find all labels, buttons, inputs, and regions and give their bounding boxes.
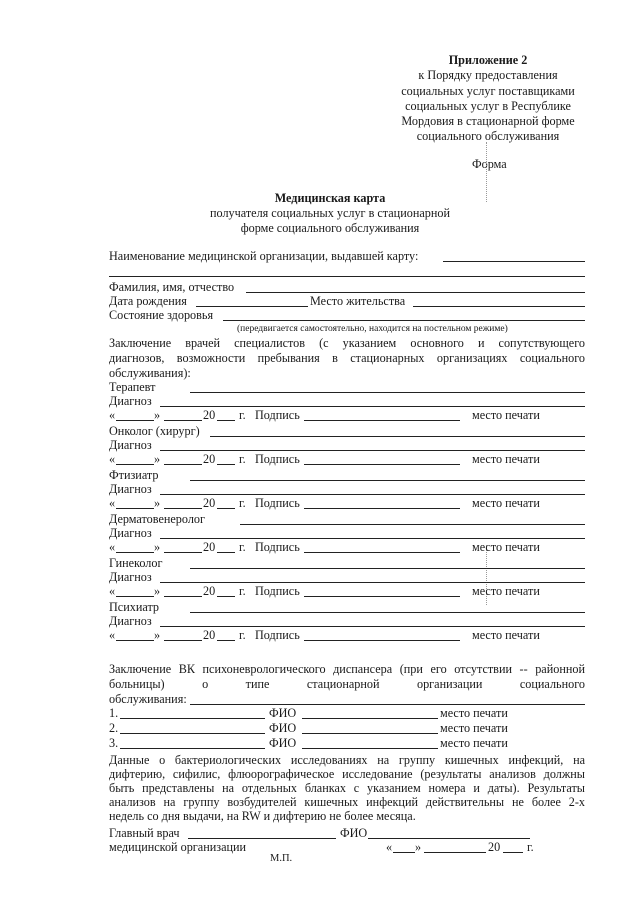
diagnosis-field[interactable] xyxy=(160,494,585,495)
org-field-line2[interactable] xyxy=(109,276,585,277)
month-field[interactable] xyxy=(164,640,202,641)
date-close-quote: » xyxy=(154,452,161,466)
chief-sign-field[interactable] xyxy=(188,838,336,839)
stamp-label: место печати xyxy=(472,584,540,598)
date-close-quote: » xyxy=(154,496,161,510)
date-open-quote: « xyxy=(109,452,116,466)
appendix-line: социального обслуживания xyxy=(416,129,560,144)
signature-label: Подпись xyxy=(255,408,300,422)
month-field[interactable] xyxy=(164,464,202,465)
appendix-line: социальных услуг в Республике xyxy=(405,98,571,113)
signature-field[interactable] xyxy=(304,596,460,597)
g-label: г. xyxy=(239,540,246,554)
year-label: 20 xyxy=(203,452,216,466)
vk-fio-label: ФИО xyxy=(269,736,297,750)
g-label: г. xyxy=(239,452,246,466)
doctor-name: Фтизиатр xyxy=(109,468,159,482)
vk-line: больницы) о типе стационарной организации социального xyxy=(109,677,585,691)
health-hint: (передвигается самостоятельно, находится на постельном режиме) xyxy=(237,324,508,334)
doctor-field[interactable] xyxy=(190,480,585,481)
doctor-field[interactable] xyxy=(190,392,585,393)
vk-fio-field[interactable] xyxy=(302,733,438,734)
date-open-quote: « xyxy=(109,540,116,554)
year-label: 20 xyxy=(203,496,216,510)
doctor-name: Онколог (хирург) xyxy=(109,424,200,438)
day-field[interactable] xyxy=(116,552,154,553)
footer-date-open: « xyxy=(386,840,393,854)
vk-member-sign-field[interactable] xyxy=(120,718,265,719)
stamp-label: место печати xyxy=(472,452,540,466)
month-field[interactable] xyxy=(164,508,202,509)
signature-field[interactable] xyxy=(304,464,460,465)
vk-stamp-label: место печати xyxy=(440,736,508,750)
residence-field[interactable] xyxy=(413,306,585,307)
signature-field[interactable] xyxy=(304,640,460,641)
appendix-title: Приложение 2 xyxy=(448,53,528,67)
vk-stamp-label: место печати xyxy=(440,721,508,735)
year-label: 20 xyxy=(203,584,216,598)
doctor-field[interactable] xyxy=(190,568,585,569)
specialists-intro-line: Заключение врачей специалистов (с указанием основного и сопутствующего xyxy=(109,336,585,350)
doctor-name: Гинеколог xyxy=(109,556,163,570)
signature-label: Подпись xyxy=(255,628,300,642)
day-field[interactable] xyxy=(116,508,154,509)
bacterio-line: дифтерию, сифилис, флюорографическое исследование (результаты анализов должны xyxy=(109,767,585,781)
diagnosis-label: Диагноз xyxy=(109,438,152,452)
stamp-label: место печати xyxy=(472,408,540,422)
signature-field[interactable] xyxy=(304,508,460,509)
date-open-quote: « xyxy=(109,408,116,422)
document-title xyxy=(180,191,480,236)
vk-stamp-label: место печати xyxy=(440,706,508,720)
year-label: 20 xyxy=(203,628,216,642)
diagnosis-field[interactable] xyxy=(160,626,585,627)
day-field[interactable] xyxy=(116,464,154,465)
appendix-line: Мордовия в стационарной форме xyxy=(401,114,575,129)
form-label: Форма xyxy=(472,157,507,171)
chief-fio-label: ФИО xyxy=(340,826,368,840)
date-open-quote: « xyxy=(109,628,116,642)
dob-field[interactable] xyxy=(196,306,308,307)
diagnosis-label: Диагноз xyxy=(109,614,152,628)
title-main: Медицинская карта xyxy=(274,191,386,205)
vk-field[interactable] xyxy=(190,704,585,705)
stamp-label: место печати xyxy=(472,496,540,510)
health-field[interactable] xyxy=(223,320,585,321)
stamp-label: место печати xyxy=(472,540,540,554)
org-field[interactable] xyxy=(443,261,585,262)
bacterio-line: анализов на группу возбудителей кишечных инфекций действительны не более 2-х xyxy=(109,795,585,809)
signature-label: Подпись xyxy=(255,584,300,598)
bacterio-last: недель со дня выдачи, на RW и дифтерию не более месяца. xyxy=(109,809,416,823)
month-field[interactable] xyxy=(164,420,202,421)
appendix-block xyxy=(388,53,588,145)
appendix-line: к Порядку предоставления xyxy=(418,68,558,83)
vk-member-sign-field[interactable] xyxy=(120,748,265,749)
vk-line-last: обслуживания: xyxy=(109,692,187,706)
diagnosis-label: Диагноз xyxy=(109,394,152,408)
date-close-quote: » xyxy=(154,408,161,422)
signature-field[interactable] xyxy=(304,552,460,553)
diagnosis-field[interactable] xyxy=(160,450,585,451)
footer-year-label: 20 xyxy=(488,840,501,854)
bacterio-line: Данные о бактериологических исследованиях на группу кишечных инфекций, на xyxy=(109,753,585,767)
day-field[interactable] xyxy=(116,420,154,421)
specialists-intro-line: диагнозов, возможности пребывания в стационарных организациях социального xyxy=(109,351,585,365)
doctor-name: Терапевт xyxy=(109,380,156,394)
signature-label: Подпись xyxy=(255,540,300,554)
fio-field[interactable] xyxy=(246,292,585,293)
doctor-field[interactable] xyxy=(240,524,585,525)
footer-day-field[interactable] xyxy=(393,852,415,853)
title-sub: получателя социальных услуг в стационарной xyxy=(209,206,450,220)
g-label: г. xyxy=(239,584,246,598)
date-open-quote: « xyxy=(109,584,116,598)
vk-fio-field[interactable] xyxy=(302,718,438,719)
diagnosis-label: Диагноз xyxy=(109,570,152,584)
diagnosis-label: Диагноз xyxy=(109,526,152,540)
title-sub: форме социального обслуживания xyxy=(240,221,420,235)
diagnosis-field[interactable] xyxy=(160,406,585,407)
stamp-label: место печати xyxy=(472,628,540,642)
doctor-field[interactable] xyxy=(210,436,585,437)
specialists-intro-last: обслуживания): xyxy=(109,366,191,380)
g-label: г. xyxy=(239,628,246,642)
year-label: 20 xyxy=(203,540,216,554)
footer-g-label: г. xyxy=(527,840,534,854)
doctor-name: Дерматовенеролог xyxy=(109,512,205,526)
date-open-quote: « xyxy=(109,496,116,510)
year-field[interactable] xyxy=(217,552,235,553)
doctor-name: Психиатр xyxy=(109,600,160,614)
vk-row-num: 3. xyxy=(109,736,119,750)
vk-member-sign-field[interactable] xyxy=(120,733,265,734)
dob-label: Дата рождения xyxy=(109,294,187,308)
day-field[interactable] xyxy=(116,640,154,641)
diagnosis-field[interactable] xyxy=(160,582,585,583)
signature-field[interactable] xyxy=(304,420,460,421)
diagnosis-label: Диагноз xyxy=(109,482,152,496)
year-field[interactable] xyxy=(217,640,235,641)
fio-label: Фамилия, имя, отчество xyxy=(109,280,235,294)
year-field[interactable] xyxy=(217,420,235,421)
health-label: Состояние здоровья xyxy=(109,308,214,322)
year-label: 20 xyxy=(203,408,216,422)
chief-label: Главный врач xyxy=(109,826,180,840)
footer-year-field[interactable] xyxy=(503,852,523,853)
vk-fio-label: ФИО xyxy=(269,706,297,720)
signature-label: Подпись xyxy=(255,452,300,466)
year-field[interactable] xyxy=(217,508,235,509)
vk-row-num: 2. xyxy=(109,721,119,735)
chief-org-label: медицинской организации xyxy=(109,840,247,854)
residence-label: Место жительства xyxy=(310,294,406,308)
date-close-quote: » xyxy=(154,584,161,598)
g-label: г. xyxy=(239,408,246,422)
footer-date-close: » xyxy=(415,840,422,854)
g-label: г. xyxy=(239,496,246,510)
month-field[interactable] xyxy=(164,596,202,597)
bacterio-line: быть представлены на отдельных бланках с указанием номера и даты). Результаты xyxy=(109,781,585,795)
vk-fio-label: ФИО xyxy=(269,721,297,735)
day-field[interactable] xyxy=(116,596,154,597)
month-field[interactable] xyxy=(164,552,202,553)
date-close-quote: » xyxy=(154,628,161,642)
year-field[interactable] xyxy=(217,464,235,465)
signature-label: Подпись xyxy=(255,496,300,510)
chief-fio-field[interactable] xyxy=(368,838,530,839)
doctor-field[interactable] xyxy=(190,612,585,613)
vk-line: Заключение ВК психоневрологического диспансера (при его отсутствии -- районной xyxy=(109,662,585,676)
year-field[interactable] xyxy=(217,596,235,597)
appendix-line: социальных услуг поставщиками xyxy=(401,83,575,98)
vk-fio-field[interactable] xyxy=(302,748,438,749)
scan-artifact xyxy=(486,142,487,202)
footer-month-field[interactable] xyxy=(424,852,486,853)
diagnosis-field[interactable] xyxy=(160,538,585,539)
org-label: Наименование медицинской организации, выдавшей карту: xyxy=(109,249,419,263)
stamp-place-label: М.П. xyxy=(270,853,293,864)
vk-row-num: 1. xyxy=(109,706,119,720)
date-close-quote: » xyxy=(154,540,161,554)
